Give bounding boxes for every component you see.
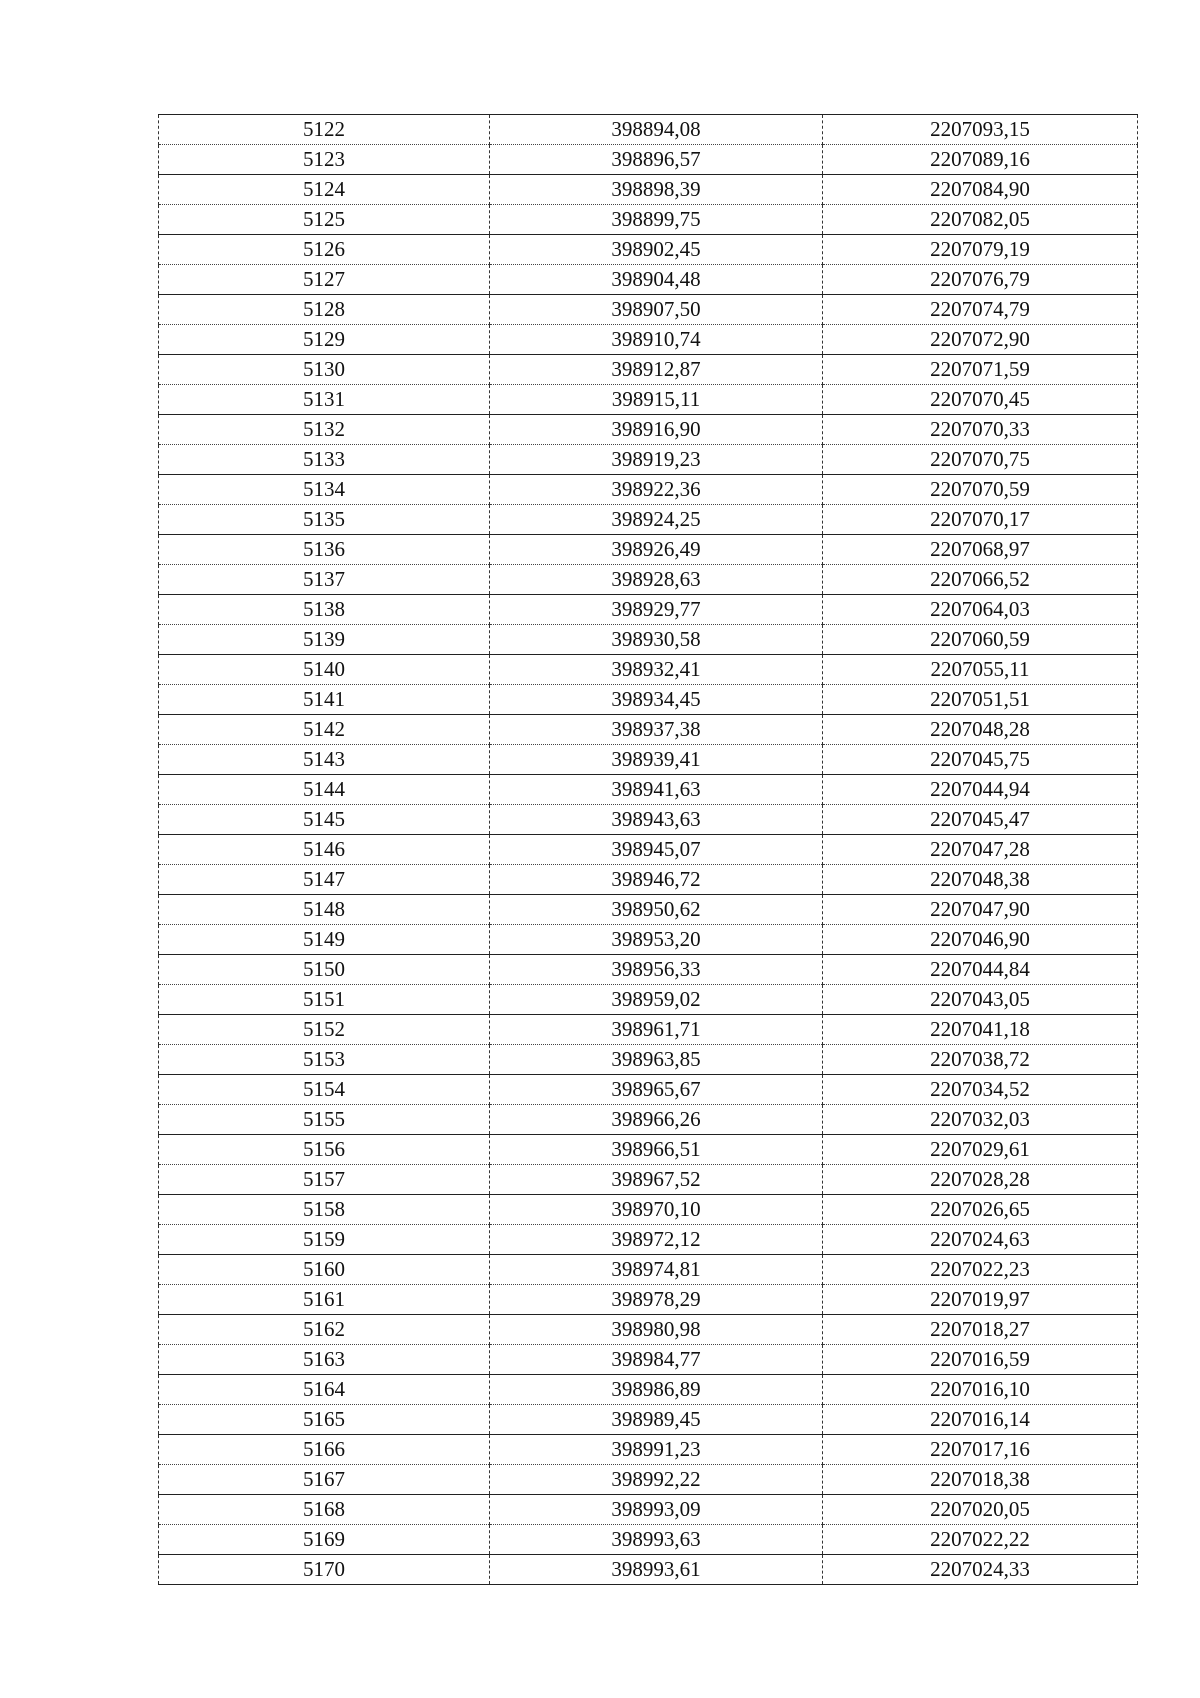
table-row [159, 985, 1138, 1015]
point-number-cell: 5152 [159, 1015, 490, 1045]
x-coordinate-cell: 398924,25 [490, 505, 823, 535]
y-coordinate-cell: 2207029,61 [823, 1135, 1138, 1165]
y-coordinate-cell: 2207055,11 [823, 655, 1138, 685]
table-row [159, 955, 1138, 985]
point-number-cell: 5134 [159, 475, 490, 505]
y-coordinate-cell: 2207020,05 [823, 1495, 1138, 1525]
y-coordinate-cell: 2207045,75 [823, 745, 1138, 775]
table-row [159, 1525, 1138, 1555]
table-row [159, 415, 1138, 445]
table-row [159, 1105, 1138, 1135]
y-coordinate-cell: 2207079,19 [823, 235, 1138, 265]
y-coordinate-cell: 2207046,90 [823, 925, 1138, 955]
point-number-cell: 5147 [159, 865, 490, 895]
y-coordinate-cell: 2207084,90 [823, 175, 1138, 205]
y-coordinate-cell: 2207024,33 [823, 1555, 1138, 1585]
x-coordinate-cell: 398992,22 [490, 1465, 823, 1495]
x-coordinate-cell: 398943,63 [490, 805, 823, 835]
point-number-cell: 5155 [159, 1105, 490, 1135]
point-number-cell: 5162 [159, 1315, 490, 1345]
x-coordinate-cell: 398932,41 [490, 655, 823, 685]
x-coordinate-cell: 398899,75 [490, 205, 823, 235]
y-coordinate-cell: 2207038,72 [823, 1045, 1138, 1075]
point-number-cell: 5148 [159, 895, 490, 925]
y-coordinate-cell: 2207070,45 [823, 385, 1138, 415]
coordinates-table [158, 114, 1138, 1585]
x-coordinate-cell: 398896,57 [490, 145, 823, 175]
x-coordinate-cell: 398926,49 [490, 535, 823, 565]
point-number-cell: 5146 [159, 835, 490, 865]
x-coordinate-cell: 398934,45 [490, 685, 823, 715]
y-coordinate-cell: 2207047,90 [823, 895, 1138, 925]
point-number-cell: 5132 [159, 415, 490, 445]
table-row [159, 625, 1138, 655]
table-row [159, 565, 1138, 595]
point-number-cell: 5126 [159, 235, 490, 265]
x-coordinate-cell: 398922,36 [490, 475, 823, 505]
y-coordinate-cell: 2207017,16 [823, 1435, 1138, 1465]
point-number-cell: 5141 [159, 685, 490, 715]
point-number-cell: 5138 [159, 595, 490, 625]
x-coordinate-cell: 398959,02 [490, 985, 823, 1015]
x-coordinate-cell: 398993,09 [490, 1495, 823, 1525]
table-row [159, 505, 1138, 535]
x-coordinate-cell: 398989,45 [490, 1405, 823, 1435]
x-coordinate-cell: 398950,62 [490, 895, 823, 925]
point-number-cell: 5153 [159, 1045, 490, 1075]
table-row [159, 1045, 1138, 1075]
table-row [159, 535, 1138, 565]
x-coordinate-cell: 398915,11 [490, 385, 823, 415]
y-coordinate-cell: 2207034,52 [823, 1075, 1138, 1105]
x-coordinate-cell: 398929,77 [490, 595, 823, 625]
y-coordinate-cell: 2207045,47 [823, 805, 1138, 835]
point-number-cell: 5140 [159, 655, 490, 685]
y-coordinate-cell: 2207041,18 [823, 1015, 1138, 1045]
table-row [159, 655, 1138, 685]
y-coordinate-cell: 2207070,59 [823, 475, 1138, 505]
y-coordinate-cell: 2207070,17 [823, 505, 1138, 535]
table-row [159, 1495, 1138, 1525]
y-coordinate-cell: 2207089,16 [823, 145, 1138, 175]
table-row [159, 1165, 1138, 1195]
table-row [159, 1195, 1138, 1225]
y-coordinate-cell: 2207064,03 [823, 595, 1138, 625]
x-coordinate-cell: 398991,23 [490, 1435, 823, 1465]
table-row [159, 295, 1138, 325]
x-coordinate-cell: 398974,81 [490, 1255, 823, 1285]
y-coordinate-cell: 2207070,75 [823, 445, 1138, 475]
table-row [159, 1435, 1138, 1465]
x-coordinate-cell: 398919,23 [490, 445, 823, 475]
point-number-cell: 5123 [159, 145, 490, 175]
table-row [159, 835, 1138, 865]
y-coordinate-cell: 2207024,63 [823, 1225, 1138, 1255]
point-number-cell: 5144 [159, 775, 490, 805]
y-coordinate-cell: 2207082,05 [823, 205, 1138, 235]
table-row [159, 1315, 1138, 1345]
point-number-cell: 5142 [159, 715, 490, 745]
table-row [159, 1285, 1138, 1315]
x-coordinate-cell: 398966,26 [490, 1105, 823, 1135]
point-number-cell: 5170 [159, 1555, 490, 1585]
x-coordinate-cell: 398937,38 [490, 715, 823, 745]
table-row [159, 445, 1138, 475]
point-number-cell: 5124 [159, 175, 490, 205]
y-coordinate-cell: 2207028,28 [823, 1165, 1138, 1195]
x-coordinate-cell: 398910,74 [490, 325, 823, 355]
point-number-cell: 5158 [159, 1195, 490, 1225]
y-coordinate-cell: 2207043,05 [823, 985, 1138, 1015]
table-row [159, 925, 1138, 955]
y-coordinate-cell: 2207022,23 [823, 1255, 1138, 1285]
point-number-cell: 5135 [159, 505, 490, 535]
x-coordinate-cell: 398953,20 [490, 925, 823, 955]
table-row [159, 235, 1138, 265]
point-number-cell: 5157 [159, 1165, 490, 1195]
point-number-cell: 5167 [159, 1465, 490, 1495]
point-number-cell: 5145 [159, 805, 490, 835]
table-row [159, 1375, 1138, 1405]
table-row [159, 145, 1138, 175]
point-number-cell: 5128 [159, 295, 490, 325]
table-row [159, 775, 1138, 805]
x-coordinate-cell: 398941,63 [490, 775, 823, 805]
table-row [159, 1225, 1138, 1255]
y-coordinate-cell: 2207019,97 [823, 1285, 1138, 1315]
point-number-cell: 5169 [159, 1525, 490, 1555]
x-coordinate-cell: 398963,85 [490, 1045, 823, 1075]
x-coordinate-cell: 398912,87 [490, 355, 823, 385]
table-row [159, 1075, 1138, 1105]
table-row [159, 745, 1138, 775]
point-number-cell: 5150 [159, 955, 490, 985]
x-coordinate-cell: 398986,89 [490, 1375, 823, 1405]
point-number-cell: 5131 [159, 385, 490, 415]
table-row [159, 265, 1138, 295]
y-coordinate-cell: 2207060,59 [823, 625, 1138, 655]
table-row [159, 355, 1138, 385]
point-number-cell: 5168 [159, 1495, 490, 1525]
point-number-cell: 5127 [159, 265, 490, 295]
x-coordinate-cell: 398993,61 [490, 1555, 823, 1585]
x-coordinate-cell: 398902,45 [490, 235, 823, 265]
y-coordinate-cell: 2207026,65 [823, 1195, 1138, 1225]
point-number-cell: 5154 [159, 1075, 490, 1105]
x-coordinate-cell: 398894,08 [490, 115, 823, 145]
x-coordinate-cell: 398967,52 [490, 1165, 823, 1195]
y-coordinate-cell: 2207018,27 [823, 1315, 1138, 1345]
y-coordinate-cell: 2207016,10 [823, 1375, 1138, 1405]
x-coordinate-cell: 398907,50 [490, 295, 823, 325]
x-coordinate-cell: 398898,39 [490, 175, 823, 205]
point-number-cell: 5163 [159, 1345, 490, 1375]
x-coordinate-cell: 398939,41 [490, 745, 823, 775]
table-row [159, 685, 1138, 715]
point-number-cell: 5122 [159, 115, 490, 145]
point-number-cell: 5139 [159, 625, 490, 655]
y-coordinate-cell: 2207051,51 [823, 685, 1138, 715]
y-coordinate-cell: 2207068,97 [823, 535, 1138, 565]
table-row [159, 475, 1138, 505]
table-row [159, 1255, 1138, 1285]
y-coordinate-cell: 2207076,79 [823, 265, 1138, 295]
point-number-cell: 5133 [159, 445, 490, 475]
point-number-cell: 5130 [159, 355, 490, 385]
point-number-cell: 5149 [159, 925, 490, 955]
x-coordinate-cell: 398980,98 [490, 1315, 823, 1345]
point-number-cell: 5151 [159, 985, 490, 1015]
y-coordinate-cell: 2207048,28 [823, 715, 1138, 745]
table-row [159, 385, 1138, 415]
y-coordinate-cell: 2207018,38 [823, 1465, 1138, 1495]
x-coordinate-cell: 398966,51 [490, 1135, 823, 1165]
point-number-cell: 5160 [159, 1255, 490, 1285]
point-number-cell: 5161 [159, 1285, 490, 1315]
y-coordinate-cell: 2207072,90 [823, 325, 1138, 355]
point-number-cell: 5136 [159, 535, 490, 565]
y-coordinate-cell: 2207074,79 [823, 295, 1138, 325]
x-coordinate-cell: 398945,07 [490, 835, 823, 865]
point-number-cell: 5137 [159, 565, 490, 595]
y-coordinate-cell: 2207044,94 [823, 775, 1138, 805]
table-row [159, 1135, 1138, 1165]
y-coordinate-cell: 2207016,59 [823, 1345, 1138, 1375]
x-coordinate-cell: 398993,63 [490, 1525, 823, 1555]
x-coordinate-cell: 398970,10 [490, 1195, 823, 1225]
table-row [159, 1465, 1138, 1495]
x-coordinate-cell: 398984,77 [490, 1345, 823, 1375]
y-coordinate-cell: 2207047,28 [823, 835, 1138, 865]
y-coordinate-cell: 2207071,59 [823, 355, 1138, 385]
table-row [159, 805, 1138, 835]
point-number-cell: 5156 [159, 1135, 490, 1165]
table-row [159, 1015, 1138, 1045]
table-row [159, 895, 1138, 925]
table-row [159, 115, 1138, 145]
coordinates-table-body [159, 115, 1138, 1585]
x-coordinate-cell: 398961,71 [490, 1015, 823, 1045]
y-coordinate-cell: 2207048,38 [823, 865, 1138, 895]
point-number-cell: 5166 [159, 1435, 490, 1465]
y-coordinate-cell: 2207070,33 [823, 415, 1138, 445]
table-row [159, 865, 1138, 895]
table-row [159, 1345, 1138, 1375]
x-coordinate-cell: 398946,72 [490, 865, 823, 895]
table-row [159, 1405, 1138, 1435]
y-coordinate-cell: 2207093,15 [823, 115, 1138, 145]
point-number-cell: 5125 [159, 205, 490, 235]
x-coordinate-cell: 398930,58 [490, 625, 823, 655]
y-coordinate-cell: 2207032,03 [823, 1105, 1138, 1135]
point-number-cell: 5143 [159, 745, 490, 775]
table-row [159, 175, 1138, 205]
table-row [159, 205, 1138, 235]
table-row [159, 1555, 1138, 1585]
x-coordinate-cell: 398965,67 [490, 1075, 823, 1105]
x-coordinate-cell: 398928,63 [490, 565, 823, 595]
y-coordinate-cell: 2207066,52 [823, 565, 1138, 595]
point-number-cell: 5129 [159, 325, 490, 355]
table-row [159, 325, 1138, 355]
y-coordinate-cell: 2207022,22 [823, 1525, 1138, 1555]
point-number-cell: 5164 [159, 1375, 490, 1405]
table-row [159, 715, 1138, 745]
x-coordinate-cell: 398978,29 [490, 1285, 823, 1315]
x-coordinate-cell: 398904,48 [490, 265, 823, 295]
x-coordinate-cell: 398916,90 [490, 415, 823, 445]
y-coordinate-cell: 2207044,84 [823, 955, 1138, 985]
point-number-cell: 5159 [159, 1225, 490, 1255]
x-coordinate-cell: 398972,12 [490, 1225, 823, 1255]
y-coordinate-cell: 2207016,14 [823, 1405, 1138, 1435]
table-row [159, 595, 1138, 625]
point-number-cell: 5165 [159, 1405, 490, 1435]
x-coordinate-cell: 398956,33 [490, 955, 823, 985]
